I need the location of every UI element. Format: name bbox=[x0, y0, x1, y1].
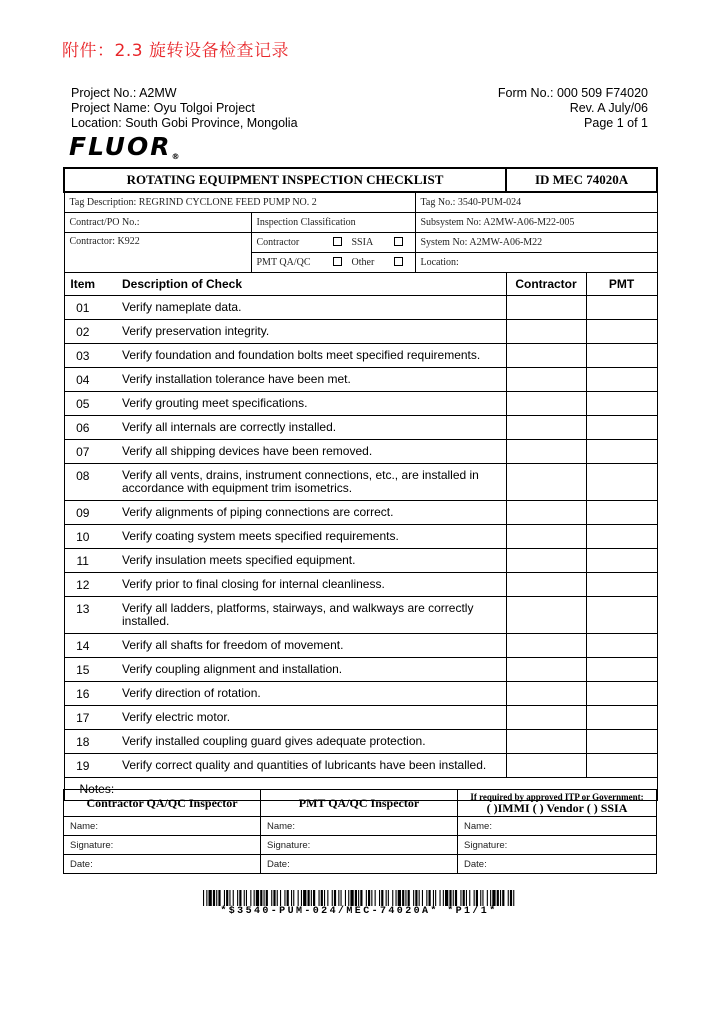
pmt-name-field[interactable]: Name: bbox=[261, 817, 458, 836]
fluor-logo bbox=[69, 132, 179, 161]
pmt-check-cell[interactable] bbox=[586, 416, 657, 440]
pmt-check-cell[interactable] bbox=[586, 730, 657, 754]
contractor-signature-field[interactable]: Signature: bbox=[64, 836, 261, 855]
column-item: Item bbox=[64, 273, 101, 296]
project-header bbox=[71, 86, 298, 131]
class-contractor-checkbox[interactable] bbox=[333, 237, 342, 246]
item-description: Verify nameplate data. bbox=[101, 296, 506, 320]
item-description: Verify insulation meets specified equipment. bbox=[101, 549, 506, 573]
contractor-inspector-heading: Contractor QA/QC Inspector bbox=[64, 790, 261, 817]
item-description: Verify all shafts for freedom of movement. bbox=[101, 634, 506, 658]
barcode-text: *$3540-PUM-024/MEC-74020A* *P1/1* bbox=[220, 906, 498, 917]
third-party-date-field[interactable]: Date: bbox=[458, 855, 657, 874]
contractor-check-cell[interactable] bbox=[506, 634, 586, 658]
table-row bbox=[64, 573, 657, 597]
tag-description: Tag Description: REGRIND CYCLONE FEED PUMP NO. 2 bbox=[64, 192, 415, 213]
table-row bbox=[64, 320, 657, 344]
contractor-check-cell[interactable] bbox=[506, 525, 586, 549]
item-description: Verify coupling alignment and installation. bbox=[101, 658, 506, 682]
column-contractor: Contractor bbox=[506, 273, 586, 296]
tag-number: Tag No.: 3540-PUM-024 bbox=[415, 192, 657, 213]
class-other-label: Other bbox=[351, 257, 375, 268]
contractor-check-cell[interactable] bbox=[506, 658, 586, 682]
contractor-field: Contractor: K922 bbox=[64, 233, 251, 273]
table-row bbox=[64, 597, 657, 634]
item-description: Verify all ladders, platforms, stairways, and walkways are correctly installed. bbox=[101, 597, 506, 634]
inspection-checklist-table bbox=[63, 167, 658, 801]
barcode-icon bbox=[203, 890, 515, 906]
table-row bbox=[64, 296, 657, 320]
pmt-check-cell[interactable] bbox=[586, 464, 657, 501]
table-row bbox=[64, 344, 657, 368]
pmt-check-cell[interactable] bbox=[586, 549, 657, 573]
subsystem-number: Subsystem No: A2MW-A06-M22-005 bbox=[415, 213, 657, 233]
page-number: Page 1 of 1 bbox=[584, 116, 648, 130]
contractor-check-cell[interactable] bbox=[506, 392, 586, 416]
table-row bbox=[64, 730, 657, 754]
pmt-date-field[interactable]: Date: bbox=[261, 855, 458, 874]
contractor-check-cell[interactable] bbox=[506, 320, 586, 344]
table-row bbox=[64, 501, 657, 525]
item-description: Verify all internals are correctly installed. bbox=[101, 416, 506, 440]
table-row bbox=[64, 440, 657, 464]
pmt-check-cell[interactable] bbox=[586, 525, 657, 549]
contractor-check-cell[interactable] bbox=[506, 682, 586, 706]
logo-text: FLUOR bbox=[69, 132, 172, 161]
class-other-checkbox[interactable] bbox=[394, 257, 403, 266]
pmt-check-cell[interactable] bbox=[586, 754, 657, 778]
class-contractor-label: Contractor bbox=[256, 237, 300, 248]
item-number: 11 bbox=[64, 549, 101, 573]
contractor-check-cell[interactable] bbox=[506, 549, 586, 573]
third-party-signature-field[interactable]: Signature: bbox=[458, 836, 657, 855]
requirement-options: ( )IMMI ( ) Vendor ( ) SSIA bbox=[486, 801, 628, 815]
form-title: ROTATING EQUIPMENT INSPECTION CHECKLIST bbox=[64, 168, 506, 192]
column-pmt: PMT bbox=[586, 273, 657, 296]
pmt-check-cell[interactable] bbox=[586, 573, 657, 597]
third-party-name-field[interactable]: Name: bbox=[458, 817, 657, 836]
form-number: Form No.: 000 509 F74020 bbox=[497, 86, 648, 100]
item-description: Verify preservation integrity. bbox=[101, 320, 506, 344]
item-number: 03 bbox=[64, 344, 101, 368]
contractor-check-cell[interactable] bbox=[506, 706, 586, 730]
contractor-check-cell[interactable] bbox=[506, 501, 586, 525]
item-number: 14 bbox=[64, 634, 101, 658]
contractor-check-cell[interactable] bbox=[506, 344, 586, 368]
item-number: 15 bbox=[64, 658, 101, 682]
pmt-signature-field[interactable]: Signature: bbox=[261, 836, 458, 855]
project-name: Project Name: Oyu Tolgoi Project bbox=[71, 101, 255, 115]
item-number: 16 bbox=[64, 682, 101, 706]
pmt-check-cell[interactable] bbox=[586, 440, 657, 464]
contractor-check-cell[interactable] bbox=[506, 416, 586, 440]
table-row bbox=[64, 658, 657, 682]
form-id: ID MEC 74020A bbox=[506, 168, 657, 192]
signature-table bbox=[63, 789, 657, 874]
item-number: 06 bbox=[64, 416, 101, 440]
item-description: Verify alignments of piping connections are correct. bbox=[101, 501, 506, 525]
class-pmt-label: PMT QA/QC bbox=[256, 257, 311, 268]
logo-registered-mark: ® bbox=[171, 152, 180, 161]
pmt-check-cell[interactable] bbox=[586, 682, 657, 706]
pmt-check-cell[interactable] bbox=[586, 368, 657, 392]
classification-row-1 bbox=[251, 233, 415, 253]
pmt-check-cell[interactable] bbox=[586, 597, 657, 634]
table-row bbox=[64, 392, 657, 416]
table-row bbox=[64, 549, 657, 573]
project-number: Project No.: A2MW bbox=[71, 86, 177, 100]
attachment-title: 附件：2.3 旋转设备检查记录 bbox=[62, 41, 289, 61]
item-description: Verify all shipping devices have been removed. bbox=[101, 440, 506, 464]
item-description: Verify foundation and foundation bolts meet specified requirements. bbox=[101, 344, 506, 368]
item-description: Verify all vents, drains, instrument connections, etc., are installed in accordance with equipment trim isometrics. bbox=[101, 464, 506, 501]
item-number: 12 bbox=[64, 573, 101, 597]
pmt-check-cell[interactable] bbox=[586, 296, 657, 320]
class-ssia-label: SSIA bbox=[351, 237, 374, 248]
item-number: 17 bbox=[64, 706, 101, 730]
inspection-classification-label: Inspection Classification bbox=[251, 213, 415, 233]
item-description: Verify correct quality and quantities of lubricants have been installed. bbox=[101, 754, 506, 778]
pmt-check-cell[interactable] bbox=[586, 501, 657, 525]
contractor-check-cell[interactable] bbox=[506, 296, 586, 320]
table-row bbox=[64, 754, 657, 778]
item-number: 01 bbox=[64, 296, 101, 320]
system-number: System No: A2MW-A06-M22 bbox=[415, 233, 657, 253]
item-number: 05 bbox=[64, 392, 101, 416]
table-row bbox=[64, 525, 657, 549]
item-number: 13 bbox=[64, 597, 101, 634]
contractor-check-cell[interactable] bbox=[506, 573, 586, 597]
notes-field[interactable]: Notes: bbox=[64, 778, 657, 801]
location-field[interactable]: Location: bbox=[415, 253, 657, 273]
item-number: 19 bbox=[64, 754, 101, 778]
contractor-check-cell[interactable] bbox=[506, 597, 586, 634]
table-row bbox=[64, 368, 657, 392]
class-pmt-checkbox[interactable] bbox=[333, 257, 342, 266]
project-location: Location: South Gobi Province, Mongolia bbox=[71, 116, 298, 130]
item-description: Verify installation tolerance have been met. bbox=[101, 368, 506, 392]
item-description: Verify prior to final closing for internal cleanliness. bbox=[101, 573, 506, 597]
contractor-check-cell[interactable] bbox=[506, 368, 586, 392]
form-header bbox=[498, 86, 648, 131]
contractor-date-field[interactable]: Date: bbox=[64, 855, 261, 874]
item-description: Verify electric motor. bbox=[101, 706, 506, 730]
contractor-check-cell[interactable] bbox=[506, 440, 586, 464]
item-description: Verify coating system meets specified requirements. bbox=[101, 525, 506, 549]
pmt-check-cell[interactable] bbox=[586, 344, 657, 368]
item-description: Verify grouting meet specifications. bbox=[101, 392, 506, 416]
table-row bbox=[64, 706, 657, 730]
pmt-check-cell[interactable] bbox=[586, 658, 657, 682]
form-revision: Rev. A July/06 bbox=[569, 101, 648, 115]
table-row bbox=[64, 634, 657, 658]
item-number: 04 bbox=[64, 368, 101, 392]
item-number: 07 bbox=[64, 440, 101, 464]
item-number: 02 bbox=[64, 320, 101, 344]
government-requirement bbox=[458, 790, 657, 817]
pmt-check-cell[interactable] bbox=[586, 634, 657, 658]
contract-po[interactable]: Contract/PO No.: bbox=[64, 213, 251, 233]
contractor-name-field[interactable]: Name: bbox=[64, 817, 261, 836]
table-row bbox=[64, 416, 657, 440]
contractor-check-cell[interactable] bbox=[506, 464, 586, 501]
contractor-check-cell[interactable] bbox=[506, 754, 586, 778]
item-number: 18 bbox=[64, 730, 101, 754]
item-number: 08 bbox=[64, 464, 101, 501]
item-number: 10 bbox=[64, 525, 101, 549]
contractor-check-cell[interactable] bbox=[506, 730, 586, 754]
requirement-note: If required by approved ITP or Government: bbox=[470, 792, 644, 802]
column-description: Description of Check bbox=[101, 273, 506, 296]
classification-row-2 bbox=[251, 253, 415, 273]
item-number: 09 bbox=[64, 501, 101, 525]
item-description: Verify direction of rotation. bbox=[101, 682, 506, 706]
table-row bbox=[64, 682, 657, 706]
table-row bbox=[64, 464, 657, 501]
pmt-inspector-heading: PMT QA/QC Inspector bbox=[261, 790, 458, 817]
pmt-check-cell[interactable] bbox=[586, 392, 657, 416]
item-description: Verify installed coupling guard gives adequate protection. bbox=[101, 730, 506, 754]
pmt-check-cell[interactable] bbox=[586, 320, 657, 344]
class-ssia-checkbox[interactable] bbox=[394, 237, 403, 246]
pmt-check-cell[interactable] bbox=[586, 706, 657, 730]
